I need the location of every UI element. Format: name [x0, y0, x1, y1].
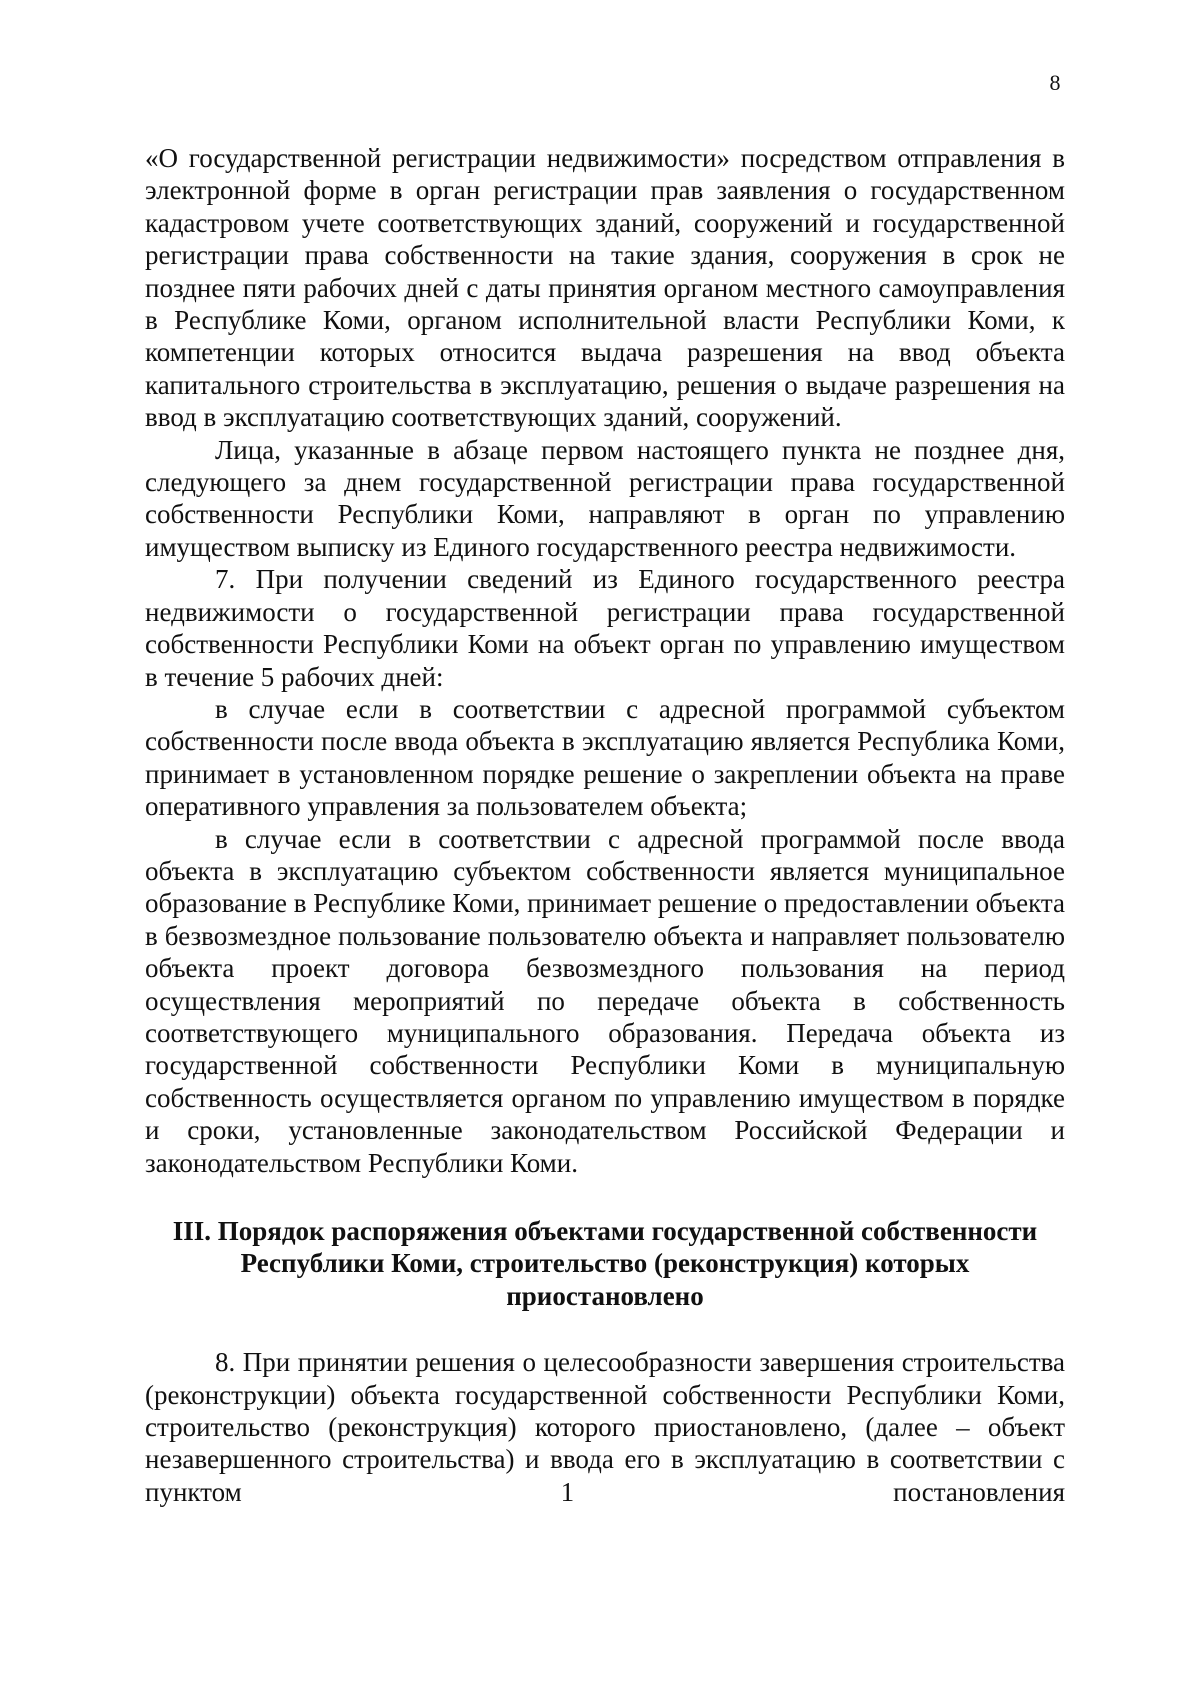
paragraph-law-reference: «О государственной регистрации недвижимости» посредством отправления в электронной форме в орган регистрации прав заявления о государственном кадастровом учете соответствующих зданий, сооружений и государственной регистрации права собственности на такие здания, сооружения в срок не позднее пяти рабочих дней с даты принятия органом местного самоуправления в Республике Коми, органом исполнительной власти Республики Коми, к компетенции которых относится выдача разрешения на ввод объекта капитального строительства в эксплуатацию, решения о выдаче разрешения на ввод в эксплуатацию соответствующих зданий, сооружений. [145, 143, 1065, 433]
paragraph-municipal-owner: в случае если в соответствии с адресной программой после ввода объекта в эксплуатацию субъектом собственности является муниципальное образование в Республике Коми, принимает решение о предоставлении объекта в безвозмездное пользование пользователю объекта и направляет пользователю объекта проект договора безвозмездного пользования на период осуществления мероприятий по передаче объекта в собственность соответствующего муниципального образования. Передача объекта из государственной собственности Республики Коми в муниципальную собственность осуществляется органом по управлению имуществом в порядке и сроки, установленные законодательством Российской Федерации и законодательством Республики Коми. [145, 823, 1065, 1178]
section-heading-line-3: приостановлено [506, 1280, 704, 1311]
paragraph-persons-extract: Лица, указанные в абзаце первом настоящего пункта не позднее дня, следующего за днем государственной регистрации права государственной собственности Республики Коми, направляют в орган по управлению имуществом выписку из Единого государственного реестра недвижимости. [145, 434, 1065, 562]
section-heading [145, 1215, 1065, 1312]
document-body [145, 142, 1065, 1508]
section-heading-line-1: III. Порядок распоряжения объектами государственной собственности [172, 1216, 1038, 1246]
paragraph-republic-owner: в случае если в соответствии с адресной программой субъектом собственности после ввода объекта в эксплуатацию является Республика Коми, принимает в установленном порядке решение о закреплении объекта на праве оперативного управления за пользователем объекта; [145, 693, 1065, 822]
section-heading-line-2: Республики Коми, строительство (реконструкция) которых [240, 1248, 970, 1279]
paragraph-item-7: 7. При получении сведений из Единого государственного реестра недвижимости о государственной регистрации права государственной собственности Республики Коми на объект орган по управлению имуществом в течение 5 рабочих дней: [145, 564, 1065, 692]
paragraph-item-8: 8. При принятии решения о целесообразности завершения строительства (реконструкции) объекта государственной собственности Республики Коми, строительство (реконструкция) которого приостановлено, (далее – объект незавершенного строительства) и ввода его в эксплуатацию в соответствии с пунктом 1 постановления [145, 1347, 1065, 1507]
page-number: 8 [1049, 70, 1061, 95]
